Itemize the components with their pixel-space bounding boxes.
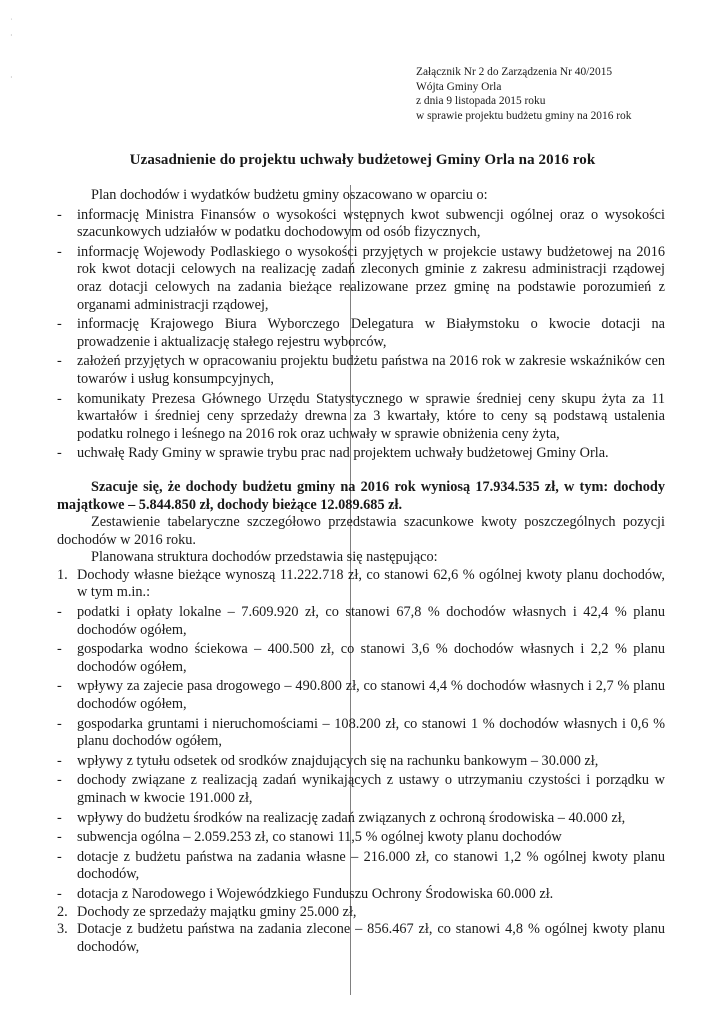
- list-item: - dotacje z budżetu państwa na zadania własne – 216.000 zł, co stanowi 1,2 % ogólnej kwoty planu dochodów,: [57, 848, 665, 883]
- income-summary: Szacuje się, że dochody budżetu gminy na 2016 rok wyniosą 17.934.535 zł, w tym: dochody majątkowe – 5.844.850 zł, dochody bieżące 12.089.685 zł.: [57, 478, 665, 513]
- list-item: - dochody związane z realizacją zadań wynikających z ustawy o utrzymaniu czystości i porządku w gminach w kwocie 191.000 zł,: [57, 772, 665, 806]
- document-body: [57, 187, 665, 956]
- structure-paragraph: Planowana struktura dochodów przedstawia się następująco:: [91, 549, 438, 566]
- list-item: - gospodarka gruntami i nieruchomościami – 108.200 zł, co stanowi 1 % dochodów własnych i 0,6 % planu dochodów ogółem,: [57, 715, 665, 750]
- list-item: - subwencja ogólna – 2.059.253 zł, co stanowi 11,5 % ogólnej kwoty planu dochodów: [57, 829, 562, 846]
- list-item: - dotacja z Narodowego i Wojewódzkiego Funduszu Ochrony Środowiska 60.000 zł.: [57, 885, 554, 902]
- list-item: - założeń przyjętych w opracowaniu projektu budżetu państwa na 2016 rok w zakresie wskaźników cen towarów i usług konsumpcyjnych,: [57, 353, 665, 387]
- numbered-item-1: 1. Dochody własne bieżące wynoszą 11.222.718 zł, co stanowi 62,6 % ogólnej kwoty planu dochodów, w tym m.in.:: [57, 566, 665, 601]
- list-item: - gospodarka wodno ściekowa – 400.500 zł, co stanowi 3,6 % dochodów własnych i 2,2 % planu dochodów ogółem,: [57, 641, 665, 675]
- intro-paragraph: Plan dochodów i wydatków budżetu gminy oszacowano w oparciu o:: [91, 187, 488, 203]
- annex-line-1: Załącznik Nr 2 do Zarządzenia Nr 40/2015: [416, 66, 613, 78]
- list-item: - informację Krajowego Biura Wyborczego Delegatura w Białymstoku o kwocie dotacji na prowadzenie i aktualizację stałego rejestru wyborców,: [57, 316, 665, 350]
- list-item: - wpływy za zajecie pasa drogowego – 490.800 zł, co stanowi 4,4 % dochodów własnych i 2,7 % planu dochodów ogółem,: [57, 678, 665, 713]
- sources-list: [57, 207, 665, 463]
- list-item: - informację Ministra Finansów o wysokości wstępnych kwot subwencji ogólnej oraz o wysokości szacunkowych udziałów w podatku dochodowym od osób fizycznych,: [57, 206, 665, 241]
- list-item: - uchwałę Rady Gminy w sprawie trybu prac nad projektem uchwały budżetowej Gminy Orla.: [57, 445, 609, 462]
- list-item: - wpływy z tytułu odsetek od srodków znajdujących się na rachunku bankowym – 30.000 zł,: [57, 752, 599, 769]
- annex-header: [416, 65, 716, 123]
- list-item: - wpływy do budżetu środków na realizację zadań związanych z ochroną środowiska – 40.000 zł,: [57, 809, 626, 826]
- numbered-item-2: 2. Dochody ze sprzedaży majątku gminy 25.000 zł,: [57, 903, 357, 920]
- document-title: Uzasadnienie do projektu uchwały budżetowej Gminy Orla na 2016 rok: [129, 152, 596, 168]
- list-item: - podatki i opłaty lokalne – 7.609.920 zł, co stanowi 67,8 % dochodów własnych i 42,4 % planu dochodów ogółem,: [57, 604, 665, 638]
- numbered-item-3: 3. Dotacje z budżetu państwa na zadania zlecone – 856.467 zł, co stanowi 4,8 % ogólnej kwoty planu dochodów,: [57, 921, 665, 955]
- annex-line-4: w sprawie projektu budżetu gminy na 2016 rok: [416, 109, 632, 122]
- scan-specks: ˙ · ·: [10, 17, 13, 82]
- annex-line-3: z dnia 9 listopada 2015 roku: [416, 95, 546, 107]
- annex-line-2: Wójta Gminy Orla: [416, 80, 502, 93]
- income-breakdown-list: [57, 604, 665, 904]
- list-item: - informację Wojewody Podlaskiego o wysokości przyjętych w projekcie ustawy budżetowej na 2016 rok kwot dotacji celowych na realizację zadań zleconych gminie z zakresu administracji rządowej oraz dotacji celowych na zadania bieżące realizowane przez gminę na podstawie porozumień z organami administracji rządowej,: [57, 243, 665, 313]
- list-item: - komunikaty Prezesa Głównego Urzędu Statystycznego w sprawie średniej ceny skupu żyta za 11 kwartałów i średniej ceny sprzedaży drewna za 3 kwartały, które to ceny są podstawą ustalenia podatku rolnego i leśnego na 2016 rok oraz uchwały w sprawie obniżenia ceny żyta,: [57, 390, 665, 442]
- tables-paragraph: Zestawienie tabelaryczne szczegółowo przedstawia szacunkowe kwoty poszczególnych pozycji dochodów w 2016 roku.: [57, 514, 665, 548]
